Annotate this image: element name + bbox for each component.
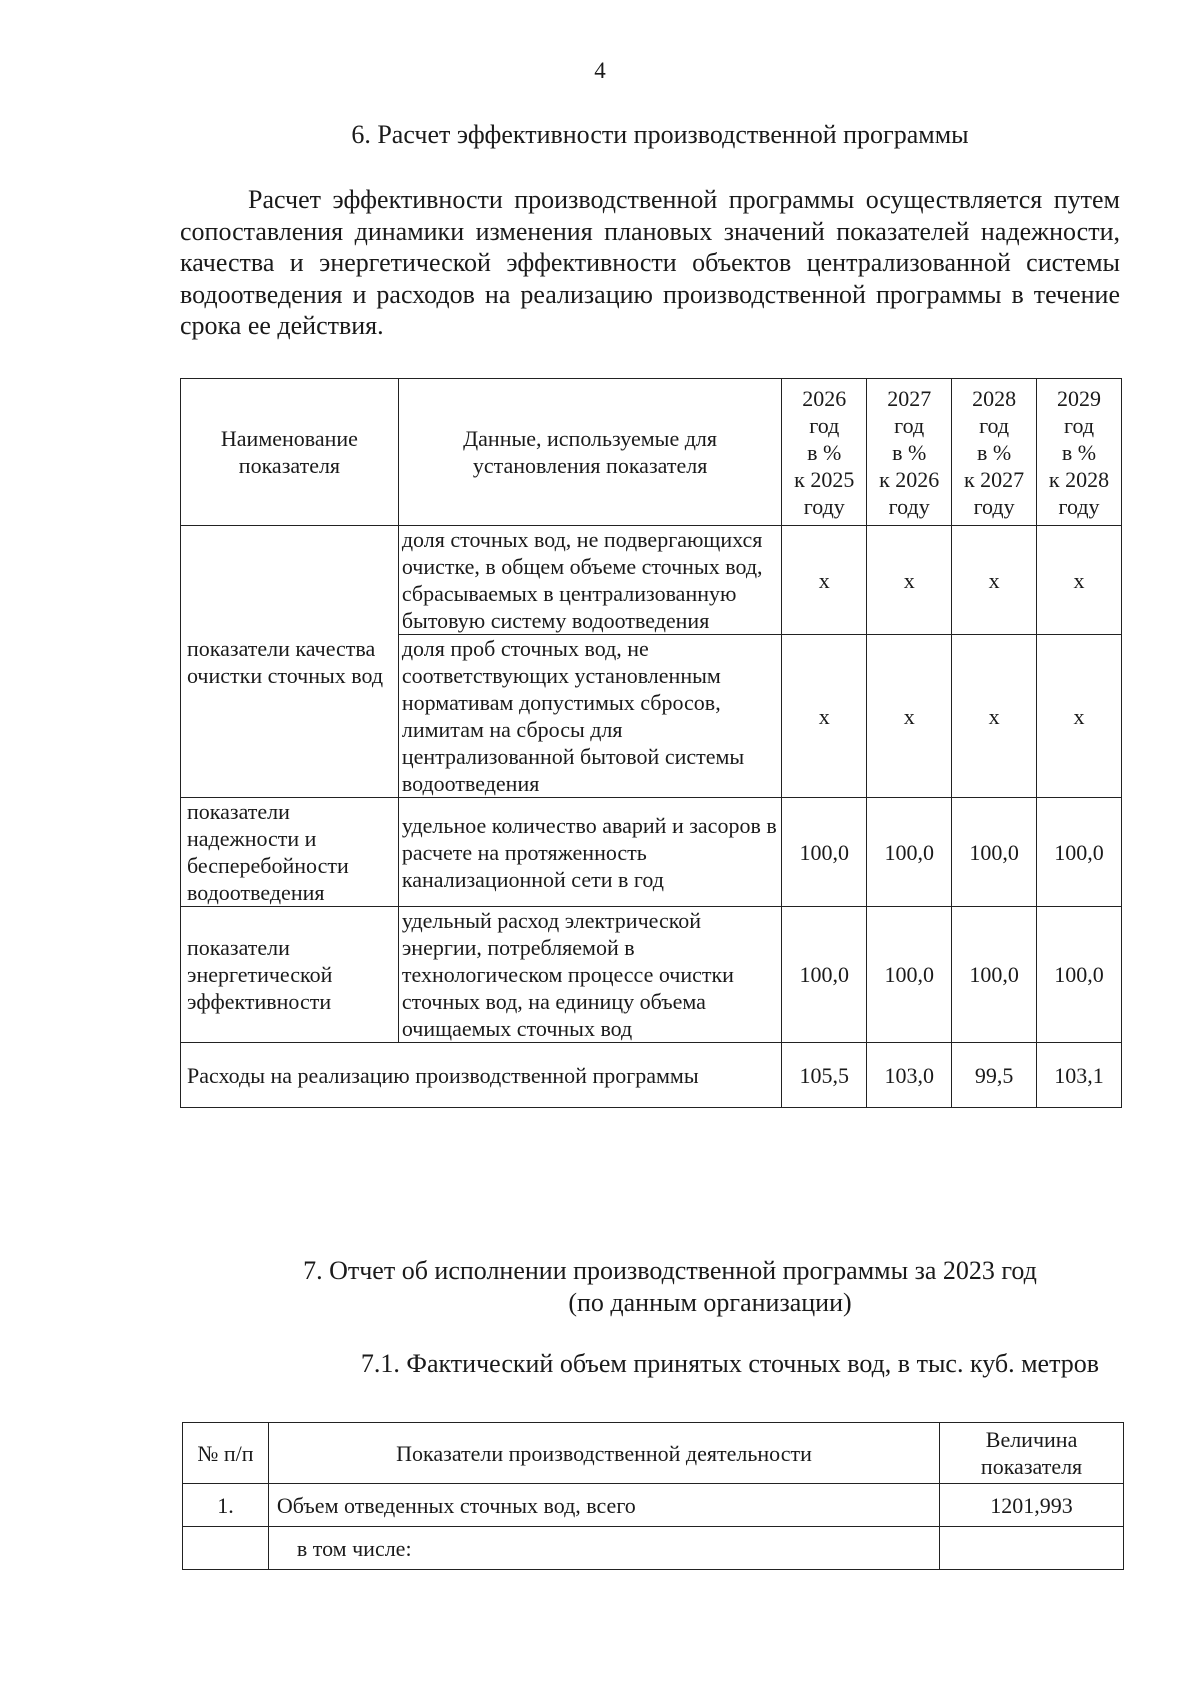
expenses-value: 103,1 bbox=[1037, 1043, 1122, 1108]
header-year-line: году bbox=[1058, 493, 1100, 519]
indicator-value: 100,0 bbox=[782, 907, 867, 1043]
row-value: 1201,993 bbox=[940, 1484, 1124, 1527]
row-indicator: Объем отведенных сточных вод, всего bbox=[268, 1484, 939, 1527]
indicator-data: удельный расход электрической энергии, потребляемой в технологическом процессе очистки сточных вод, на единицу объема очищаемых сточных вод bbox=[398, 907, 781, 1043]
header-year-line: в % bbox=[807, 439, 842, 465]
row-value bbox=[940, 1527, 1124, 1570]
efficiency-table bbox=[180, 378, 1122, 1108]
header-year-line: в % bbox=[1061, 439, 1097, 465]
indicator-group-quality: показатели качества очистки сточных вод bbox=[181, 526, 399, 798]
section-7-1-title: 7.1. Фактический объем принятых сточных вод, в тыс. куб. метров bbox=[360, 1349, 1100, 1378]
section-6-title: 6. Расчет эффективности производственной программы bbox=[351, 120, 969, 149]
expenses-row bbox=[181, 1043, 1122, 1108]
table-row bbox=[181, 798, 1122, 907]
header-year-line: к 2027 bbox=[963, 466, 1025, 492]
row-num bbox=[183, 1527, 269, 1570]
header-year-line: к 2026 bbox=[879, 466, 940, 492]
indicator-group-energy: показатели энергетической эффективности bbox=[181, 907, 399, 1043]
header-year-line: 2026 bbox=[802, 385, 847, 411]
header-num: № п/п bbox=[183, 1423, 269, 1484]
header-year-line: год bbox=[979, 412, 1010, 438]
header-year-line: к 2028 bbox=[1048, 466, 1110, 492]
indicator-value: x bbox=[782, 526, 867, 635]
header-year-line: в % bbox=[892, 439, 927, 465]
header-year-line: 2029 bbox=[1057, 385, 1102, 411]
row-num: 1. bbox=[183, 1484, 269, 1527]
page-number: 4 bbox=[594, 58, 606, 83]
table-row bbox=[183, 1527, 1124, 1570]
header-year-2027 bbox=[867, 379, 952, 526]
header-year-2026 bbox=[782, 379, 867, 526]
indicator-value: 100,0 bbox=[782, 798, 867, 907]
row-indicator: в том числе: bbox=[268, 1527, 939, 1570]
indicator-data: доля сточных вод, не подвергающихся очистке, в общем объеме сточных вод, сбрасываемых в централизованную бытовую систему водоотведения bbox=[398, 526, 781, 635]
header-year-line: год bbox=[809, 412, 840, 438]
header-year-line: году bbox=[888, 493, 930, 519]
header-indicator-name: Наименование показателя bbox=[181, 379, 399, 526]
expenses-label: Расходы на реализацию производственной программы bbox=[181, 1043, 782, 1108]
indicator-value: 100,0 bbox=[1037, 798, 1122, 907]
indicator-value: 100,0 bbox=[867, 798, 952, 907]
report-table-header-row bbox=[183, 1423, 1124, 1484]
header-year-line: году bbox=[973, 493, 1015, 519]
header-year-2029 bbox=[1037, 379, 1122, 526]
indicator-value: 100,0 bbox=[867, 907, 952, 1043]
indicator-data: доля проб сточных вод, не соответствующих установленным нормативам допустимых сбросов, лимитам на сбросы для централизованной бытовой системы водоотведения bbox=[398, 635, 781, 798]
table-row bbox=[183, 1484, 1124, 1527]
indicator-value: 100,0 bbox=[1037, 907, 1122, 1043]
header-indicator-data: Данные, используемые для установления показателя bbox=[398, 379, 781, 526]
header-year-line: году bbox=[803, 493, 845, 519]
indicator-value: 100,0 bbox=[952, 798, 1037, 907]
header-year-2028 bbox=[952, 379, 1037, 526]
header-value: Величина показателя bbox=[940, 1423, 1124, 1484]
indicator-value: x bbox=[867, 526, 952, 635]
expenses-value: 103,0 bbox=[867, 1043, 952, 1108]
indicator-value: x bbox=[782, 635, 867, 798]
section-7-title: 7. Отчет об исполнении производственной программы за 2023 год bbox=[303, 1256, 1037, 1285]
indicator-value: 100,0 bbox=[952, 907, 1037, 1043]
efficiency-table-header-row bbox=[181, 379, 1122, 526]
header-year-line: в % bbox=[976, 439, 1012, 465]
indicator-group-reliability: показатели надежности и бесперебойности водоотведения bbox=[181, 798, 399, 907]
section-7-subtitle: (по данным организации) bbox=[568, 1288, 852, 1317]
header-year-line: год bbox=[894, 412, 925, 438]
indicator-value: x bbox=[952, 635, 1037, 798]
expenses-value: 105,5 bbox=[782, 1043, 867, 1108]
indicator-value: x bbox=[867, 635, 952, 798]
header-year-line: 2027 bbox=[887, 385, 932, 411]
table-row bbox=[181, 907, 1122, 1043]
header-year-line: 2028 bbox=[972, 385, 1017, 411]
section-6-paragraph: Расчет эффективности производственной программы осуществляется путем сопоставления динамики изменения плановых значений показателей надежности, качества и энергетической эффективности объектов централизованной системы водоотведения и расходов на реализацию производственной программы в течение срока ее действия. bbox=[180, 185, 1120, 340]
table-row bbox=[181, 526, 1122, 635]
indicator-data: удельное количество аварий и засоров в расчете на протяженность канализационной сети в год bbox=[398, 798, 781, 907]
indicator-value: x bbox=[1037, 526, 1122, 635]
header-year-line: год bbox=[1064, 412, 1095, 438]
expenses-value: 99,5 bbox=[952, 1043, 1037, 1108]
header-indicator: Показатели производственной деятельности bbox=[268, 1423, 939, 1484]
header-year-line: к 2025 bbox=[794, 466, 855, 492]
indicator-value: x bbox=[1037, 635, 1122, 798]
report-table bbox=[182, 1422, 1124, 1570]
indicator-value: x bbox=[952, 526, 1037, 635]
